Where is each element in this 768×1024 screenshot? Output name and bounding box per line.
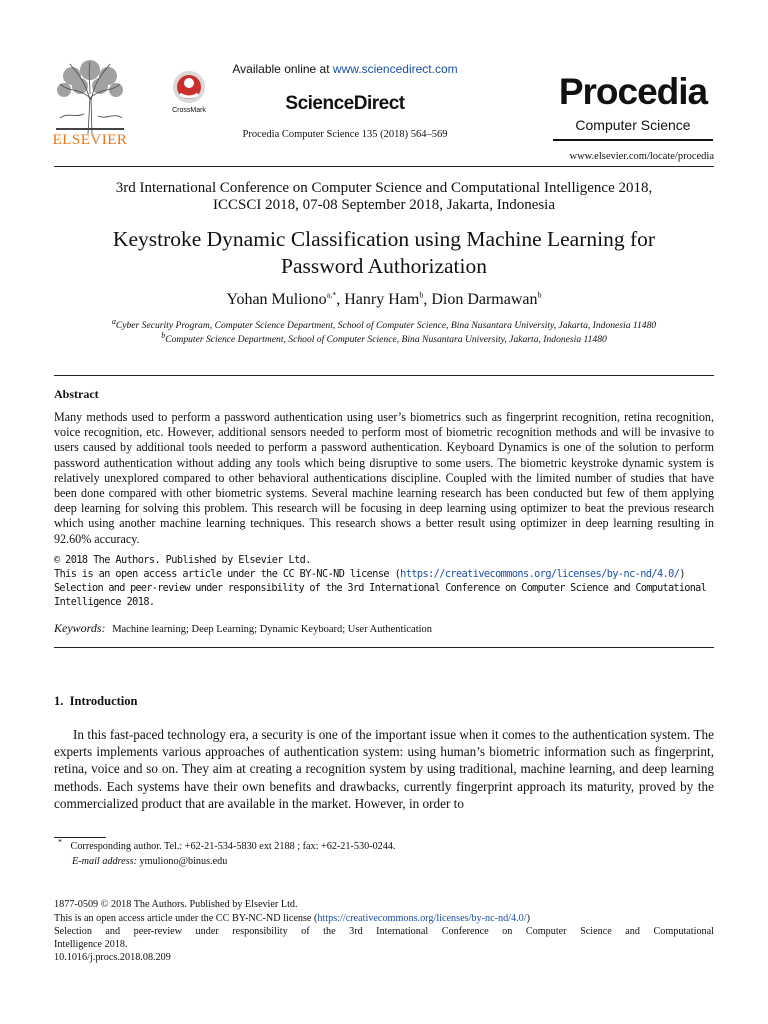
- author-sup: b: [537, 290, 542, 300]
- abstract-heading: Abstract: [54, 387, 99, 401]
- procedia-subtitle: Computer Science: [575, 117, 691, 133]
- abstract-body: Many methods used to perform a password authentication using user’s biometrics such as fingerprint recognition, retina recognition, voice recognition, etc. However, additional sensors needed to perform most of biometric recognition methods and will be invasive to users caused by additional tools needed to perform a password authentication. Keyboard Dynamics is one of the solution to perform password authentication without adding any tools which being disruptive to some users. The biometric keystroke dynamic system is relatively unexplored compared to other behavioral authentications discipline. Coupled with the limited number of studies that have been done compared with other biometric systems. Several machine learning research has been conducted but few of them applying deep learning for solving this problem. This research will be focusing in deep learning using optimizer to beat the previous research which using another machine learning techniques. This research shows a better result using optimizer in deep learning resulting in 92.60% accuracy.: [54, 410, 714, 546]
- author-sup: b: [419, 290, 424, 300]
- conference-line-1: 3rd International Conference on Computer Science and Computational Intelligence 2018,: [115, 180, 653, 196]
- footnote-mark: *: [58, 837, 62, 847]
- author-name: Dion Darmawan: [431, 291, 538, 308]
- footer-peer-review-1: Selection and peer-review under responsibility of the 3rd International Conference on Computer Science and Computational: [54, 926, 714, 937]
- footer-peer-review-2: Intelligence 2018.: [54, 939, 128, 950]
- available-prefix: Available online at: [232, 62, 333, 76]
- keywords-label: Keywords:: [54, 621, 106, 635]
- elsevier-logo: [50, 58, 130, 150]
- sciencedirect-logo: ScienceDirect: [285, 93, 405, 114]
- footer-issn: 1877-0509 © 2018 The Authors. Published by Elsevier Ltd.: [54, 899, 298, 910]
- introduction-body: In this fast-paced technology era, a security is one of the important issue when it comes to the authentication system. The experts implements various approaches of authentication system: using human’s biometric information such as fingerprint, retina, voice and so on. They aim at creating a recognition system by using traditional, machine learning, and deep learning methods. Each systems have their own benefits and drawbacks, currently fingerprint approach its maturity, proved by the commercialized product that are available in the market. However, in order to: [54, 727, 714, 811]
- elsevier-wordmark: ELSEVIER: [52, 132, 128, 148]
- email-label: E-mail address:: [72, 856, 137, 867]
- affiliation-sup: a: [111, 316, 116, 326]
- conference-line-2: ICCSCI 2018, 07-08 September 2018, Jakarta, Indonesia: [212, 197, 556, 213]
- author-name: Yohan Muliono: [226, 291, 327, 308]
- section-heading-introduction: 1. Introduction: [54, 694, 138, 708]
- affiliation-sup: b: [161, 330, 166, 340]
- footer-doi[interactable]: 10.1016/j.procs.2018.08.209: [54, 952, 171, 963]
- crossmark-label: CrossMark: [172, 107, 206, 114]
- license-prefix: This is an open access article under the CC BY-NC-ND license (: [54, 569, 401, 580]
- available-online: [220, 62, 470, 76]
- keywords-text: Machine learning; Deep Learning; Dynamic Keyboard; User Authentication: [112, 624, 433, 635]
- elsevier-tree-icon: [50, 58, 130, 136]
- affiliation-text: Computer Science Department, School of Computer Science, Bina Nusantara University, Jakarta, Indonesia 11480: [165, 334, 607, 345]
- journal-url[interactable]: www.elsevier.com/locate/procedia: [569, 151, 714, 162]
- paper-title-line-2: Password Authorization: [280, 254, 488, 278]
- license-suffix: ): [679, 569, 685, 580]
- procedia-logo: Procedia: [558, 71, 708, 112]
- footer-license-link[interactable]: https://creativecommons.org/licenses/by-nc-nd/4.0/: [317, 913, 527, 924]
- affiliation-a: [20, 316, 748, 331]
- abstract-copyright: © 2018 The Authors. Published by Elsevier Ltd.: [54, 555, 311, 566]
- footer-license-prefix: This is an open access article under the CC BY-NC-ND license (: [54, 913, 318, 924]
- footnote-email: [72, 856, 227, 867]
- crossmark-icon: [172, 70, 206, 104]
- footnote-corresponding: [58, 837, 396, 852]
- abstract-license: [54, 569, 714, 580]
- author-list: Yohan Muliono$^{a,*}$, Hanry Ham$^b$, Dion Darmawan$^b$: [226, 290, 542, 308]
- author-name: Hanry Ham: [344, 291, 420, 308]
- abstract-peer-review-2: Intelligence 2018.: [54, 597, 155, 608]
- footer-license: [54, 913, 530, 924]
- header-rule: [54, 166, 714, 167]
- abstract-top-rule: [54, 375, 714, 376]
- footnote-text: Corresponding author. Tel.: +62-21-534-5830 ext 2188 ; fax: +62-21-530-0244.: [70, 841, 396, 852]
- abstract-bottom-rule: [54, 647, 714, 648]
- sciencedirect-link[interactable]: www.sciencedirect.com: [332, 62, 458, 76]
- journal-reference: Procedia Computer Science 135 (2018) 564–569: [242, 129, 448, 140]
- procedia-logo-rule: [553, 139, 713, 141]
- affiliation-text: Cyber Security Program, Computer Science Department, School of Computer Science, Bina Nusantara University, Jakarta, Indonesia 11480: [115, 320, 657, 331]
- keywords: [54, 621, 432, 636]
- abstract-peer-review-1: Selection and peer-review under responsibility of the 3rd International Conference on Computer Science and Computational: [54, 583, 707, 594]
- affiliation-b: [20, 330, 748, 345]
- footer-license-suffix: ): [526, 913, 530, 924]
- author-sup: a,*: [326, 290, 337, 300]
- email-address[interactable]: ymuliono@binus.edu: [139, 856, 228, 867]
- crossmark-logo[interactable]: [163, 70, 215, 120]
- paper-title-line-1: Keystroke Dynamic Classification using Machine Learning for: [112, 227, 656, 251]
- license-link[interactable]: https://creativecommons.org/licenses/by-nc-nd/4.0/: [400, 569, 680, 580]
